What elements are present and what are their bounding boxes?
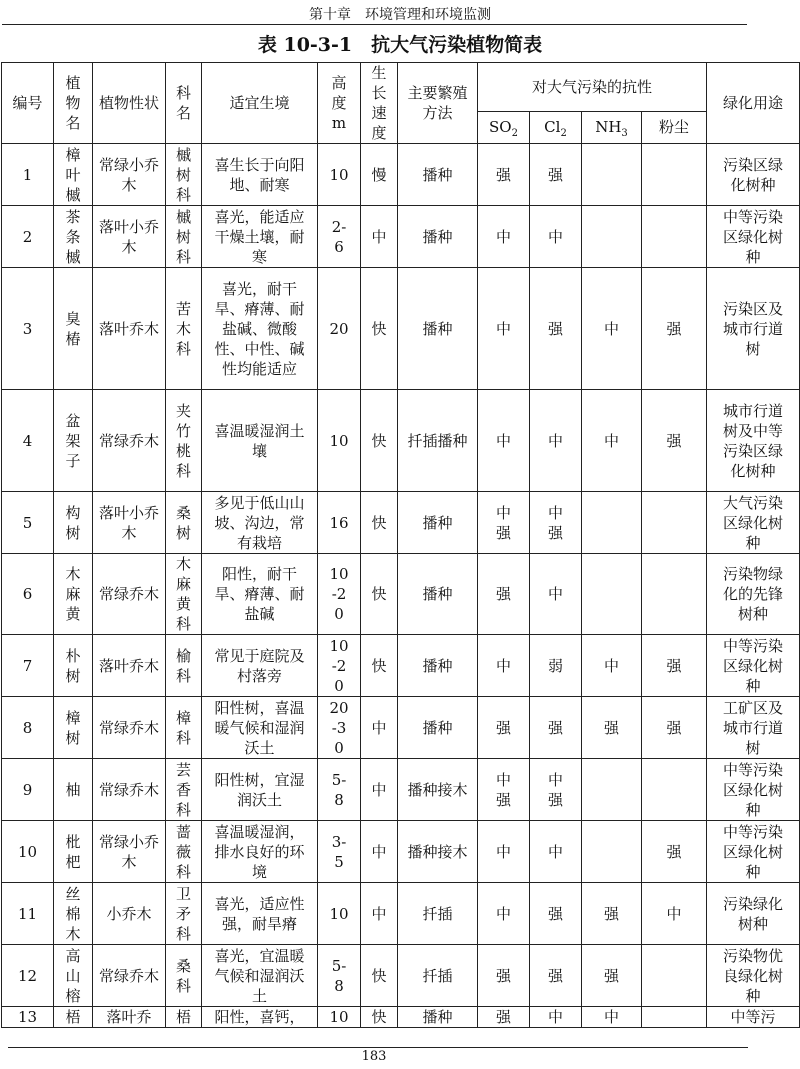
table-row (2, 759, 800, 821)
header-habitat: 适宜生境 (202, 63, 318, 144)
table-row (2, 554, 800, 635)
cell-habitat: 阳性，耐干旱、瘠薄、耐盐碱 (202, 554, 318, 635)
table-body (2, 144, 800, 1028)
cell-speed: 快 (361, 492, 398, 554)
cell-so2: 中 (478, 883, 530, 945)
table-title: 表 10-3-1 抗大气污染植物简表 (257, 34, 543, 56)
cell-name: 樟树 (54, 697, 93, 759)
cell-height: 3-5 (318, 821, 361, 883)
header-cl2: $Cl_2$ (530, 111, 582, 143)
cell-use: 污染绿化树种 (707, 883, 800, 945)
cell-dust: 强 (642, 390, 707, 492)
cell-nature: 常绿小乔木 (93, 821, 166, 883)
cell-nh3: 中 (582, 635, 642, 697)
cell-height: 10 (318, 390, 361, 492)
cell-habitat: 多见于低山山坡、沟边，常有栽培 (202, 492, 318, 554)
cell-no: 6 (2, 554, 54, 635)
cell-dust (642, 554, 707, 635)
cell-nh3 (582, 554, 642, 635)
cell-family: 蔷薇科 (166, 821, 202, 883)
page-number: 183 (361, 1049, 387, 1064)
cell-family: 卫矛科 (166, 883, 202, 945)
cell-nature: 落叶乔木 (93, 635, 166, 697)
cell-use: 城市行道树及中等污染区绿化树种 (707, 390, 800, 492)
cell-family: 樟科 (166, 697, 202, 759)
cell-family: 梧 (166, 1007, 202, 1028)
cell-no: 13 (2, 1007, 54, 1028)
cell-habitat: 阳性树，喜温暖气候和湿润沃土 (202, 697, 318, 759)
table-row (2, 883, 800, 945)
cell-name: 盆架子 (54, 390, 93, 492)
cell-no: 5 (2, 492, 54, 554)
header-dust: 粉尘 (642, 111, 707, 143)
cell-use: 中等污染区绿化树种 (707, 206, 800, 268)
cell-cl2: 强 (530, 883, 582, 945)
cell-speed: 中 (361, 759, 398, 821)
table-row (2, 492, 800, 554)
cell-family: 苦木科 (166, 268, 202, 390)
cell-name: 丝棉木 (54, 883, 93, 945)
cell-cl2: 中强 (530, 759, 582, 821)
cell-propagation: 扦插播种 (398, 390, 478, 492)
cell-name: 构树 (54, 492, 93, 554)
cell-name: 朴树 (54, 635, 93, 697)
cell-cl2: 中强 (530, 492, 582, 554)
cell-use: 污染物绿化的先锋树种 (707, 554, 800, 635)
cell-habitat: 阳性树，宜湿润沃土 (202, 759, 318, 821)
cell-so2: 中强 (478, 492, 530, 554)
cell-use: 中等污染区绿化树种 (707, 635, 800, 697)
cell-use: 污染区绿化树种 (707, 144, 800, 206)
cell-dust (642, 945, 707, 1007)
header-use: 绿化用途 (707, 63, 800, 144)
cell-no: 7 (2, 635, 54, 697)
cell-height: 5-8 (318, 759, 361, 821)
cell-nh3 (582, 759, 642, 821)
cell-nature: 落叶小乔木 (93, 206, 166, 268)
cell-name: 梧 (54, 1007, 93, 1028)
cell-habitat: 喜光，能适应干燥土壤，耐寒 (202, 206, 318, 268)
header-speed: 生长速度 (361, 63, 398, 144)
cell-cl2: 中 (530, 821, 582, 883)
cell-height: 10 (318, 883, 361, 945)
cell-speed: 快 (361, 635, 398, 697)
header-family: 科名 (166, 63, 202, 144)
cell-nh3: 中 (582, 268, 642, 390)
cell-propagation: 播种 (398, 697, 478, 759)
cell-name: 茶条槭 (54, 206, 93, 268)
cell-dust: 中 (642, 883, 707, 945)
cell-family: 榆科 (166, 635, 202, 697)
table-row (2, 697, 800, 759)
cell-no: 1 (2, 144, 54, 206)
cell-use: 大气污染区绿化树种 (707, 492, 800, 554)
cell-so2: 中 (478, 206, 530, 268)
cell-cl2: 中 (530, 390, 582, 492)
cell-speed: 中 (361, 883, 398, 945)
cell-height: 20-30 (318, 697, 361, 759)
cell-nature: 常绿乔木 (93, 945, 166, 1007)
header-no: 编号 (2, 63, 54, 144)
cell-propagation: 播种接木 (398, 759, 478, 821)
cell-family: 槭树科 (166, 144, 202, 206)
table-row (2, 821, 800, 883)
cell-use: 污染区及城市行道树 (707, 268, 800, 390)
cell-nature: 常绿乔木 (93, 697, 166, 759)
cell-so2: 强 (478, 554, 530, 635)
cell-propagation: 播种 (398, 492, 478, 554)
cell-propagation: 扦插 (398, 945, 478, 1007)
cell-no: 2 (2, 206, 54, 268)
cell-height: 10-20 (318, 635, 361, 697)
cell-no: 4 (2, 390, 54, 492)
cell-dust: 强 (642, 697, 707, 759)
cell-cl2: 强 (530, 945, 582, 1007)
cell-nature: 常绿小乔木 (93, 144, 166, 206)
header-nature: 植物性状 (93, 63, 166, 144)
cell-so2: 中 (478, 268, 530, 390)
cell-propagation: 扦插 (398, 883, 478, 945)
cell-use: 工矿区及城市行道树 (707, 697, 800, 759)
cell-speed: 中 (361, 697, 398, 759)
cell-nh3 (582, 492, 642, 554)
cell-height: 5-8 (318, 945, 361, 1007)
cell-height: 10 (318, 1007, 361, 1028)
footer-rule (8, 1047, 748, 1048)
cell-so2: 强 (478, 945, 530, 1007)
cell-height: 16 (318, 492, 361, 554)
cell-family: 芸香科 (166, 759, 202, 821)
table-row (2, 144, 800, 206)
cell-speed: 快 (361, 945, 398, 1007)
cell-so2: 强 (478, 144, 530, 206)
cell-height: 10 (318, 144, 361, 206)
cell-speed: 中 (361, 821, 398, 883)
cell-dust: 强 (642, 635, 707, 697)
cell-use: 中等污 (707, 1007, 800, 1028)
cell-no: 9 (2, 759, 54, 821)
cell-name: 柚 (54, 759, 93, 821)
header-rule (2, 24, 747, 25)
cell-name: 樟叶槭 (54, 144, 93, 206)
cell-so2: 强 (478, 697, 530, 759)
cell-habitat: 阳性，喜钙， (202, 1007, 318, 1028)
header-nh3: $NH_3$ (582, 111, 642, 143)
table-row (2, 206, 800, 268)
cell-dust: 强 (642, 268, 707, 390)
cell-habitat: 喜光，耐干旱、瘠薄、耐盐碱、微酸性、中性、碱性均能适应 (202, 268, 318, 390)
cell-family: 夹竹桃科 (166, 390, 202, 492)
cell-propagation: 播种 (398, 635, 478, 697)
cell-use: 中等污染区绿化树种 (707, 759, 800, 821)
cell-cl2: 强 (530, 697, 582, 759)
cell-habitat: 喜温暖湿润，排水良好的环境 (202, 821, 318, 883)
cell-so2: 中 (478, 390, 530, 492)
header-propagation: 主要繁殖方法 (398, 63, 478, 144)
cell-family: 槭树科 (166, 206, 202, 268)
cell-name: 枇杷 (54, 821, 93, 883)
cell-nature: 落叶乔 (93, 1007, 166, 1028)
header-height-unit: m (331, 114, 347, 132)
cell-family: 木麻黄科 (166, 554, 202, 635)
cell-family: 桑树 (166, 492, 202, 554)
cell-nh3: 强 (582, 883, 642, 945)
table-row (2, 1007, 800, 1028)
cell-height: 10-20 (318, 554, 361, 635)
table-row (2, 268, 800, 390)
cell-speed: 慢 (361, 144, 398, 206)
cell-nh3: 中 (582, 1007, 642, 1028)
cell-speed: 快 (361, 390, 398, 492)
cell-name: 木麻黄 (54, 554, 93, 635)
cell-propagation: 播种 (398, 206, 478, 268)
plants-table (1, 62, 800, 1028)
cell-nh3: 强 (582, 697, 642, 759)
cell-nh3: 中 (582, 390, 642, 492)
cell-propagation: 播种 (398, 1007, 478, 1028)
cell-height: 2-6 (318, 206, 361, 268)
cell-family: 桑科 (166, 945, 202, 1007)
table-row (2, 390, 800, 492)
cell-nh3 (582, 821, 642, 883)
cell-dust (642, 206, 707, 268)
cell-nh3: 强 (582, 945, 642, 1007)
cell-nature: 常绿乔木 (93, 554, 166, 635)
running-head: 第十章 环境管理和环境监测 (309, 7, 491, 23)
cell-no: 8 (2, 697, 54, 759)
cell-nature: 小乔木 (93, 883, 166, 945)
cell-habitat: 喜生长于向阳地、耐寒 (202, 144, 318, 206)
cell-so2: 中强 (478, 759, 530, 821)
cell-no: 11 (2, 883, 54, 945)
cell-cl2: 弱 (530, 635, 582, 697)
cell-no: 3 (2, 268, 54, 390)
cell-nh3 (582, 206, 642, 268)
cell-speed: 快 (361, 554, 398, 635)
cell-propagation: 播种接木 (398, 821, 478, 883)
cell-nature: 落叶乔木 (93, 268, 166, 390)
header-height: 高度 m (318, 63, 361, 144)
cell-height: 20 (318, 268, 361, 390)
cell-nature: 常绿乔木 (93, 759, 166, 821)
cell-propagation: 播种 (398, 268, 478, 390)
cell-speed: 快 (361, 268, 398, 390)
header-so2: $SO_2$ (478, 111, 530, 143)
cell-name: 臭椿 (54, 268, 93, 390)
cell-cl2: 强 (530, 268, 582, 390)
cell-dust (642, 144, 707, 206)
table-row (2, 635, 800, 697)
cell-dust: 强 (642, 821, 707, 883)
cell-no: 10 (2, 821, 54, 883)
cell-use: 中等污染区绿化树种 (707, 821, 800, 883)
cell-nature: 落叶小乔木 (93, 492, 166, 554)
cell-name: 高山榕 (54, 945, 93, 1007)
cell-habitat: 喜光，适应性强，耐旱瘠 (202, 883, 318, 945)
cell-cl2: 中 (530, 1007, 582, 1028)
cell-habitat: 常见于庭院及村落旁 (202, 635, 318, 697)
header-name: 植物名 (54, 63, 93, 144)
cell-so2: 强 (478, 1007, 530, 1028)
cell-dust (642, 1007, 707, 1028)
cell-cl2: 中 (530, 554, 582, 635)
cell-cl2: 强 (530, 144, 582, 206)
cell-so2: 中 (478, 821, 530, 883)
cell-no: 12 (2, 945, 54, 1007)
cell-speed: 中 (361, 206, 398, 268)
cell-so2: 中 (478, 635, 530, 697)
cell-habitat: 喜温暖湿润土壤 (202, 390, 318, 492)
cell-use: 污染物优良绿化树种 (707, 945, 800, 1007)
table-header (2, 63, 800, 144)
cell-propagation: 播种 (398, 554, 478, 635)
cell-habitat: 喜光，宜温暖气候和湿润沃土 (202, 945, 318, 1007)
cell-dust (642, 759, 707, 821)
cell-cl2: 中 (530, 206, 582, 268)
cell-nature: 常绿乔木 (93, 390, 166, 492)
header-resistance: 对大气污染的抗性 (478, 63, 707, 112)
cell-dust (642, 492, 707, 554)
cell-speed: 快 (361, 1007, 398, 1028)
table-row (2, 945, 800, 1007)
cell-propagation: 播种 (398, 144, 478, 206)
cell-nh3 (582, 144, 642, 206)
